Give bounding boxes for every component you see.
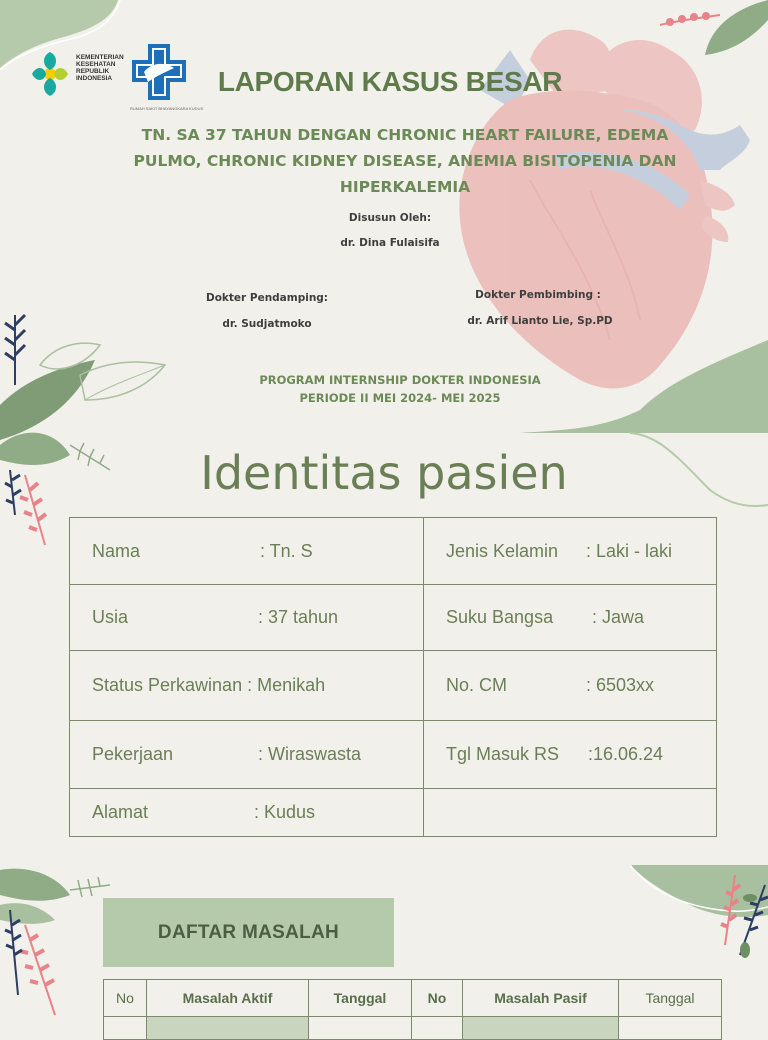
table-cell [104,1017,147,1040]
identity-label: Nama [92,540,141,561]
identity-label: Tgl Masuk RS [446,744,560,764]
identity-row [70,585,717,651]
identity-cell-left [70,585,424,651]
identity-row [70,518,717,585]
column-header-masalah-aktif: Masalah Aktif [147,980,309,1017]
problem-list-table [103,979,722,1040]
column-header-no: No [412,980,463,1017]
table-cell [619,1017,722,1040]
hospital-logo-text: RUMAH SAKIT BHAYANGKARA KUDUS [130,106,204,111]
column-header-tanggal: Tanggal [619,980,722,1017]
column-header-no: No [104,980,147,1017]
program-title: PROGRAM INTERNSHIP DOKTER INDONESIA [259,373,541,387]
column-header-tanggal: Tanggal [309,980,412,1017]
identity-label: Alamat [92,802,149,822]
identity-value: : Wiraswasta [258,744,362,764]
identity-value: : Jawa [592,607,645,627]
kemenkes-logo [30,46,130,102]
author-name: dr. Dina Fulaisifa [340,237,440,249]
column-header-masalah-pasif: Masalah Pasif [463,980,619,1017]
identity-cell-right [424,721,717,789]
table-cell [412,1017,463,1040]
identity-value: : Laki - laki [586,540,673,561]
table-cell [309,1017,412,1040]
kemenkes-logo-text: KEMENTERIAN KESEHATAN REPUBLIK INDONESIA [76,54,124,82]
table-cell [147,1017,309,1040]
identity-label: No. CM [446,675,508,695]
document-title: LAPORAN KASUS BESAR [217,66,563,97]
identity-row [70,721,717,789]
identity-value: :16.06.24 [588,744,664,764]
identity-cell-right [424,518,717,585]
identity-value: : 37 tahun [258,607,339,627]
identity-label: Pekerjaan [92,744,174,764]
pendamping-label: Dokter Pendamping: [205,292,329,304]
identity-label: Status Perkawinan [92,675,243,695]
identitas-heading: Identitas pasien [200,446,568,500]
pembimbing-label: Dokter Pembimbing : [475,289,601,301]
pembimbing-name: dr. Arif Lianto Lie, Sp.PD [467,315,613,327]
identity-cell-left [70,518,424,585]
patient-identity-table [69,517,717,837]
identity-cell-right [424,789,717,837]
daftar-masalah-heading: DAFTAR MASALAH [103,898,394,967]
identity-value: : Kudus [254,802,316,822]
program-period: PERIODE II MEI 2024- MEI 2025 [299,391,501,405]
problem-table-row [104,1017,722,1040]
identity-value: : Menikah [247,675,326,695]
author-label: Disusun Oleh: [348,212,432,224]
identity-label: Suku Bangsa [446,607,554,627]
identity-cell-left [70,651,424,721]
case-subtitle: TN. SA 37 TAHUN DENGAN CHRONIC HEART FAILURE, EDEMA PULMO, CHRONIC KIDNEY DISEASE, ANEMIA BISITOPENIA DAN HIPERKALEMIA [133,126,677,196]
top-right-leaf-decoration [650,0,768,70]
problem-table-header-row [104,980,722,1017]
kemenkes-logo-icon [30,46,74,102]
identity-value: : Tn. S [260,540,313,561]
identity-label: Jenis Kelamin [446,540,559,561]
bottom-left-leaf-decoration [0,865,120,1024]
identity-cell-right [424,651,717,721]
identity-label: Usia [92,607,129,627]
table-cell [463,1017,619,1040]
identity-cell-left [70,721,424,789]
identity-value: : 6503xx [586,675,655,695]
identity-row [70,651,717,721]
identity-row [70,789,717,837]
identity-cell-right [424,585,717,651]
identity-cell-left [70,789,424,837]
pendamping-name: dr. Sudjatmoko [222,318,312,330]
